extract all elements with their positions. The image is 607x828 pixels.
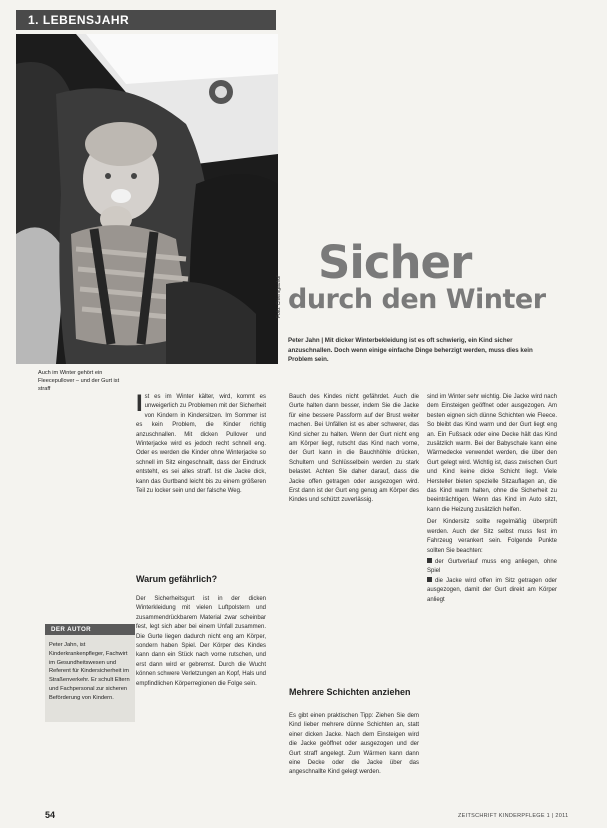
photo-credit: Foto: Chiemgauhof (276, 275, 282, 318)
section-header-bar (16, 10, 276, 30)
paragraph-6: Der Kindersitz sollte regelmäßig überprüft werden. Auch der Sitz selbst muss fest im Fahrzeug verankert sein. Folgende Punkte sollten Sie beachten: (427, 519, 557, 554)
bullet-text: der Gurtverlauf muss eng anliegen, ohne Spiel (427, 558, 557, 575)
bullet-item (427, 558, 557, 577)
author-bio: Peter Jahn, ist Kinderkrankenpfleger, Fachwirt im Gesundheitswesen und Referent für Kindersicherheit im Straßenverkehr. Er schult Eltern und Fachpersonal zur sicheren Beförderung von Kindern. (49, 642, 130, 701)
body-column-3 (427, 393, 557, 605)
heading-mehrere-schichten: Mehrere Schichten anziehen (289, 687, 411, 697)
article-intro: Peter Jahn | Mit dicker Winterbekleidung ist es oft schwierig, ein Kind sicher anzuschnallen. Doch wenn einige einfache Dinge beherzigt werden, muss dies kein Problem sein. (288, 337, 533, 363)
paragraph-4: Es gibt einen praktischen Tipp: Ziehen Sie dem Kind lieber mehrere dünne Schichten an, statt einer dicken Jacke. Nach dem Einsteigen wird die Jacke geöffnet oder ausgezogen und der Gurt straff angelegt. Zum Wärmen kann dann eine Decke oder die Jacke über das angeschnallte Kind gelegt werden. (289, 713, 419, 776)
paragraph-2: Der Sicherheitsgurt ist in der dicken Winterkleidung mit vielen Luftpolstern und zusammendrückbarem Material zwar scheinbar fest, legt sich aber bei einem Unfall zusammen. Die Gurte liegen dadurch nicht eng am Körper, sondern haben Spiel. Der Körper des Kindes kann dann ein Stück nach vorne rutschen, und erst dann wird er gebremst. Durch die Wucht können schwere Verletzungen an Kopf, Hals und empfindlichen Körperregionen die Folge sein. (136, 596, 266, 687)
magazine-footer: ZEITSCHRIFT KINDERPFLEGE 1 | 2011 (458, 813, 569, 819)
article-subtitle: durch den Winter (288, 284, 546, 315)
body-column-1 (136, 390, 266, 496)
paragraph-3: Bauch des Kindes nicht gefährdet. Auch die Gurte halten dann besser, indem Sie die Jacke für eine bessere Passform auf der Brust weiter machen. Bei Unfällen ist es aber schwerer, das Kind sicher zu halten. Wenn der Gurt nicht eng am Körper liegt, rutscht das Kind nach vorne, der Gurt kann in die Bauchhöhle drücken, Schultern und Schlüsselbein werden zu stark belastet. Achten Sie daher darauf, dass die Jacke offen getragen oder ausgezogen wird. Erst dann ist der Gurt eng genug am Körper des Kindes und schützt zuverlässig. (289, 394, 419, 504)
page-number: 54 (45, 810, 56, 820)
baby-car-seat-photo (16, 34, 278, 364)
bullet-text: die Jacke wird offen im Sitz getragen oder ausgezogen, damit der Gurt direkt am Körper anliegt (427, 577, 557, 603)
heading-warum: Warum gefährlich? (136, 574, 218, 584)
author-box-heading (45, 624, 135, 635)
author-heading-label: DER AUTOR (51, 626, 92, 633)
body-column-1b (136, 595, 266, 689)
paragraph-1: st es im Winter kälter, wird, kommt es unweigerlich zu Problemen mit der Sicherheit von Kindern in Kindersitzen. Im Sommer ist es kein Problem, die Kinder richtig anzuschnallen. Mit dicken Pullover und Winterjacke wird es jedoch recht schnell eng. Oder es werden die Kinder ohne Winterjacke so schnell im Sitz eingeschnallt, dass der Eindruck entsteht, es sei alles straff. Ist die Jacke dick, kann das Gurtband leicht bis zu einem größeren Teil zu locker sein und der falsche Weg. (136, 394, 266, 495)
bullet-square-icon (427, 577, 432, 582)
body-column-2b (289, 712, 419, 778)
photo-caption: Auch im Winter gehört ein Fleecepullover – und der Gurt ist straff (38, 370, 120, 392)
bullet-item (427, 577, 557, 605)
paragraph-5: sind im Winter sehr wichtig. Die Jacke wird nach dem Einsteigen geöffnet oder ausgezogen. Am besten eignen sich dünne Schichten wie Fleece. So bleibt das Kind warm und der Gurt liegt eng an. Ein Fußsack oder eine Decke hält das Kind zusätzlich warm. Bei der Babyschale kann eine Wärmedecke verwendet werden, die über den Gurt gelegt wird. Wichtig ist, dass zwischen Gurt und Kind keine dicke Schicht liegt. Viele Hersteller bieten spezielle Sitzauflagen an, die das Kind warm halten, ohne die Sicherheit zu beeinträchtigen. Wenn das Kind im Auto sitzt, kann die Heizung zusätzlich helfen. (427, 394, 557, 513)
section-label: 1. LEBENSJAHR (28, 13, 130, 27)
drop-cap: I (136, 390, 143, 417)
bullet-square-icon (427, 558, 432, 563)
photo-illustration (16, 34, 278, 364)
article-title: Sicher (318, 236, 472, 289)
body-column-2 (289, 393, 419, 506)
